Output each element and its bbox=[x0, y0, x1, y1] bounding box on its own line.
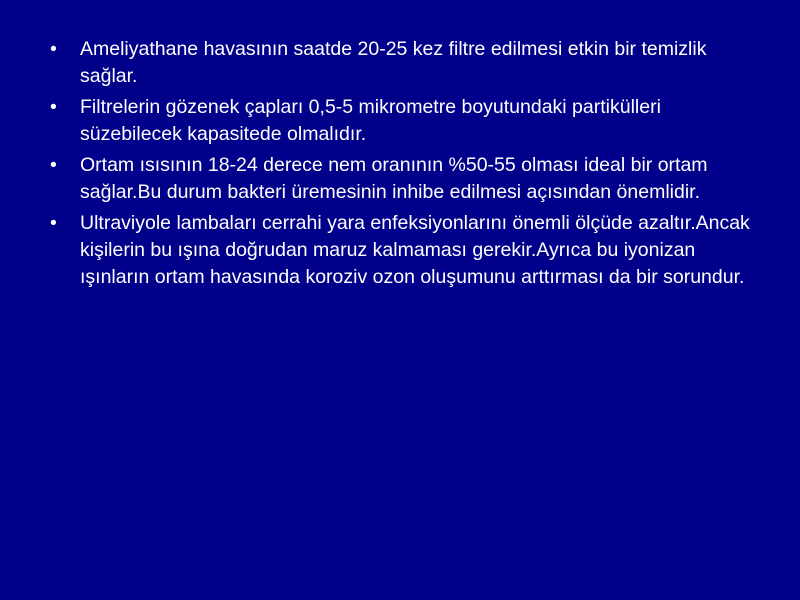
bullet-icon: • bbox=[50, 212, 57, 234]
bullet-list bbox=[50, 36, 760, 295]
bullet-icon: • bbox=[50, 154, 57, 176]
bullet-icon: • bbox=[50, 96, 57, 118]
bullet-item-air-filtration bbox=[50, 36, 760, 90]
bullet-item-temperature-humidity bbox=[50, 152, 760, 206]
bullet-text: Filtrelerin gözenek çapları 0,5-5 mikrometre boyutundaki partikülleri süzebilecek kapasitede olmalıdır. bbox=[80, 96, 661, 145]
bullet-text: Ameliyathane havasının saatde 20-25 kez filtre edilmesi etkin bir temizlik sağlar. bbox=[80, 38, 707, 87]
bullet-text: Ortam ısısının 18-24 derece nem oranının %50-55 olması ideal bir ortam sağlar.Bu durum bakteri üremesinin inhibe edilmesi açısından önemlidir. bbox=[80, 154, 708, 203]
bullet-icon: • bbox=[50, 38, 57, 60]
bullet-item-ultraviolet bbox=[50, 210, 760, 291]
bullet-item-filter-pores bbox=[50, 94, 760, 148]
bullet-text: Ultraviyole lambaları cerrahi yara enfeksiyonlarını önemli ölçüde azaltır.Ancak kişilerin bu ışına doğrudan maruz kalmaması gerekir.Ayrıca bu iyonizan ışınların ortam havasında koroziv ozon oluşumunu arttırması da bir sorundur. bbox=[80, 212, 750, 288]
